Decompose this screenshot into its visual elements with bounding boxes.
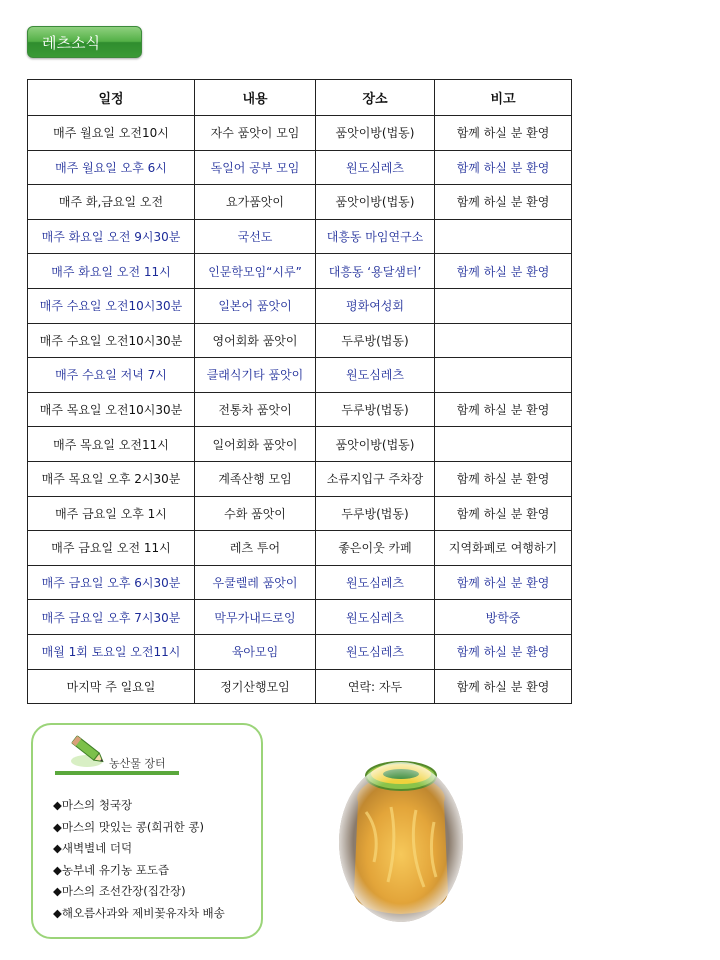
- farm-market-list: [53, 795, 225, 924]
- cell-content: 막무가내드로잉: [195, 600, 316, 635]
- table-row: [28, 358, 572, 393]
- cell-note: [435, 427, 572, 462]
- cell-content: 육아모임: [195, 634, 316, 669]
- table-row: [28, 461, 572, 496]
- cell-content: 클래식기타 품앗이: [195, 358, 316, 393]
- cell-content: 전통차 품앗이: [195, 392, 316, 427]
- cell-schedule: 매주 화요일 오전 11시: [28, 254, 195, 289]
- table-row: [28, 427, 572, 462]
- farm-market-header: [55, 731, 181, 775]
- table-header-row: [28, 80, 572, 116]
- cell-schedule: 매주 목요일 오후 2시30분: [28, 461, 195, 496]
- cell-place: 품앗이방(법동): [316, 185, 435, 220]
- cell-content: 수화 품앗이: [195, 496, 316, 531]
- cell-content: 독일어 공부 모임: [195, 150, 316, 185]
- table-row: [28, 219, 572, 254]
- cell-schedule: 매주 월요일 오전10시: [28, 116, 195, 151]
- cell-place: 연락: 자두: [316, 669, 435, 704]
- table-row: [28, 116, 572, 151]
- cell-schedule: 매주 월요일 오후 6시: [28, 150, 195, 185]
- cell-note: [435, 288, 572, 323]
- cell-place: 두루방(법동): [316, 496, 435, 531]
- cell-note: [435, 219, 572, 254]
- cell-note: 함께 하실 분 환영: [435, 461, 572, 496]
- table-row: [28, 392, 572, 427]
- cell-content: 인문학모임“시루”: [195, 254, 316, 289]
- header-place: 장소: [316, 80, 435, 116]
- cell-place: 원도심레츠: [316, 600, 435, 635]
- cell-note: 함께 하실 분 환영: [435, 150, 572, 185]
- list-item: ◆농부네 유기농 포도즙: [53, 862, 170, 877]
- cell-place: 대흥동 ‘용달샘터’: [316, 254, 435, 289]
- cell-content: 계족산행 모임: [195, 461, 316, 496]
- cell-place: 원도심레츠: [316, 634, 435, 669]
- cell-note: 함께 하실 분 환영: [435, 669, 572, 704]
- cell-schedule: 마지막 주 일요일: [28, 669, 195, 704]
- cell-note: 함께 하실 분 환영: [435, 185, 572, 220]
- table-row: [28, 288, 572, 323]
- table-row: [28, 323, 572, 358]
- cell-place: 원도심레츠: [316, 565, 435, 600]
- list-item: ◆새벽별네 더덕: [53, 841, 133, 855]
- cell-schedule: 매주 화,금요일 오전: [28, 185, 195, 220]
- cell-note: 함께 하실 분 환영: [435, 392, 572, 427]
- cell-note: 지역화폐로 여행하기: [435, 531, 572, 566]
- cell-content: 국선도: [195, 219, 316, 254]
- page-title: 레츠소식: [27, 26, 142, 58]
- cell-place: 두루방(법동): [316, 323, 435, 358]
- cell-note: 방학중: [435, 600, 572, 635]
- cell-schedule: 매월 1회 토요일 오전11시: [28, 634, 195, 669]
- table-row: [28, 531, 572, 566]
- cell-note: 함께 하실 분 환영: [435, 254, 572, 289]
- cell-content: 요가품앗이: [195, 185, 316, 220]
- cell-content: 일어회화 품앗이: [195, 427, 316, 462]
- cell-place: 원도심레츠: [316, 150, 435, 185]
- cell-schedule: 매주 목요일 오전11시: [28, 427, 195, 462]
- cell-schedule: 매주 금요일 오후 6시30분: [28, 565, 195, 600]
- cell-place: 품앗이방(법동): [316, 116, 435, 151]
- cell-schedule: 매주 금요일 오전 11시: [28, 531, 195, 566]
- cell-note: [435, 323, 572, 358]
- table-row: [28, 496, 572, 531]
- farm-market-box: [31, 723, 263, 939]
- cell-note: 함께 하실 분 환영: [435, 116, 572, 151]
- cell-schedule: 매주 수요일 저녁 7시: [28, 358, 195, 393]
- cell-content: 영어회화 품앗이: [195, 323, 316, 358]
- table-row: [28, 150, 572, 185]
- table-row: [28, 254, 572, 289]
- table-row: [28, 600, 572, 635]
- list-item: ◆마스의 조선간장(집간장): [53, 884, 186, 898]
- cell-schedule: 매주 금요일 오후 1시: [28, 496, 195, 531]
- cell-schedule: 매주 화요일 오전 9시30분: [28, 219, 195, 254]
- header-note: 비고: [435, 80, 572, 116]
- cell-content: 우쿨렐레 품앗이: [195, 565, 316, 600]
- pencil-icon: [63, 731, 109, 771]
- cell-content: 정기산행모임: [195, 669, 316, 704]
- cell-content: 자수 품앗이 모임: [195, 116, 316, 151]
- header-content: 내용: [195, 80, 316, 116]
- cell-schedule: 매주 금요일 오후 7시30분: [28, 600, 195, 635]
- cell-note: [435, 358, 572, 393]
- list-item: ◆마스의 청국장: [53, 798, 133, 812]
- cell-place: 소류지입구 주차장: [316, 461, 435, 496]
- cell-schedule: 매주 목요일 오전10시30분: [28, 392, 195, 427]
- list-item: ◆해오름사과와 제비꽃유자차 배송: [53, 905, 225, 920]
- cell-place: 평화여성회: [316, 288, 435, 323]
- cell-place: 품앗이방(법동): [316, 427, 435, 462]
- cell-place: 원도심레츠: [316, 358, 435, 393]
- cell-place: 두루방(법동): [316, 392, 435, 427]
- cell-place: 대흥동 마임연구소: [316, 219, 435, 254]
- cell-place: 좋은이웃 카페: [316, 531, 435, 566]
- cell-note: 함께 하실 분 환영: [435, 496, 572, 531]
- table-row: [28, 565, 572, 600]
- farm-market-title: 농산물 장터: [109, 757, 166, 770]
- header-schedule: 일정: [28, 80, 195, 116]
- cell-content: 일본어 품앗이: [195, 288, 316, 323]
- cell-schedule: 매주 수요일 오전10시30분: [28, 323, 195, 358]
- header-underline: [55, 771, 179, 775]
- cell-schedule: 매주 수요일 오전10시30분: [28, 288, 195, 323]
- cell-note: 함께 하실 분 환영: [435, 565, 572, 600]
- cell-content: 레츠 투어: [195, 531, 316, 566]
- table-row: [28, 669, 572, 704]
- citron-tea-jar-image: [336, 752, 466, 922]
- schedule-table: [27, 79, 572, 704]
- table-row: [28, 634, 572, 669]
- table-row: [28, 185, 572, 220]
- cell-note: 함께 하실 분 환영: [435, 634, 572, 669]
- list-item: ◆마스의 맛있는 콩(희귀한 콩): [53, 819, 204, 834]
